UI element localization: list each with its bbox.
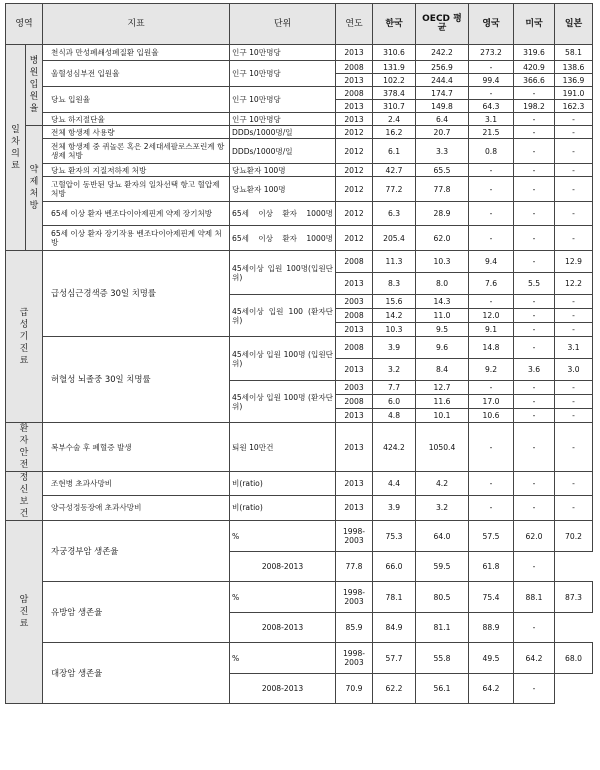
year-cell: 2008-2013 — [230, 674, 336, 704]
korea-value: 42.7 — [373, 164, 416, 177]
oecd-value: 20.7 — [416, 126, 469, 139]
col-year: 연도 — [336, 4, 373, 45]
us-value: 198.2 — [514, 100, 555, 113]
japan-value: - — [555, 139, 593, 164]
korea-value: 70.9 — [336, 674, 373, 704]
us-value: 88.1 — [514, 582, 555, 613]
table-row — [6, 582, 593, 613]
japan-value: - — [555, 309, 593, 323]
japan-value: - — [555, 495, 593, 520]
uk-value: - — [469, 381, 514, 395]
unit-cell: 당뇨환자 100명 — [230, 164, 336, 177]
uk-value: - — [469, 472, 514, 496]
uk-value: - — [469, 177, 514, 202]
unit-cell: % — [230, 521, 336, 552]
year-cell: 2008 — [336, 251, 373, 273]
oecd-value: 256.9 — [416, 61, 469, 74]
us-value: - — [514, 139, 555, 164]
table-row — [6, 495, 593, 520]
oecd-value: 11.0 — [416, 309, 469, 323]
uk-value: 99.4 — [469, 74, 514, 87]
unit-cell: 인구 10만명당 — [230, 113, 336, 126]
oecd-value: 3.3 — [416, 139, 469, 164]
korea-value: 77.2 — [373, 177, 416, 202]
oecd-value: 174.7 — [416, 87, 469, 100]
japan-value: 12.2 — [555, 273, 593, 295]
japan-value: - — [555, 126, 593, 139]
us-value: 366.6 — [514, 74, 555, 87]
year-cell: 2013 — [336, 323, 373, 337]
japan-value: 87.3 — [555, 582, 593, 613]
vertical-label: 정신보건 — [19, 473, 29, 519]
oecd-value: 242.2 — [416, 45, 469, 61]
korea-value: 78.1 — [373, 582, 416, 613]
us-value: 62.0 — [514, 521, 555, 552]
korea-value: 378.4 — [373, 87, 416, 100]
year-cell: 2012 — [336, 226, 373, 251]
uk-value: 21.5 — [469, 126, 514, 139]
section-care_quality — [6, 45, 26, 251]
us-value: - — [514, 472, 555, 496]
unit-cell: 45세이상 입원 100 (환자단위) — [230, 295, 336, 337]
uk-value: 273.2 — [469, 45, 514, 61]
japan-value: - — [514, 613, 555, 643]
uk-value: - — [469, 495, 514, 520]
indicator-cell: 전체 항생제 중 퀴놀론 혹은 2세대세팔로스포린계 항생제 처방 — [43, 139, 230, 164]
section-acute_care — [6, 251, 43, 423]
us-value: 5.5 — [514, 273, 555, 295]
oecd-value: 55.8 — [416, 643, 469, 674]
oecd-value: 9.6 — [416, 337, 469, 359]
korea-value: 10.3 — [373, 323, 416, 337]
unit-cell: 비(ratio) — [230, 495, 336, 520]
uk-value: 10.6 — [469, 409, 514, 423]
oecd-value: 84.9 — [373, 613, 416, 643]
us-value: - — [514, 295, 555, 309]
uk-value: 57.5 — [469, 521, 514, 552]
unit-cell: 인구 10만명당 — [230, 61, 336, 87]
us-value: 3.6 — [514, 359, 555, 381]
oecd-value: 8.0 — [416, 273, 469, 295]
korea-value: 14.2 — [373, 309, 416, 323]
oecd-value: 11.6 — [416, 395, 469, 409]
year-cell: 2008 — [336, 87, 373, 100]
unit-cell: 비(ratio) — [230, 472, 336, 496]
indicator-cell: 전체 항생제 사용량 — [43, 126, 230, 139]
uk-value: 17.0 — [469, 395, 514, 409]
uk-value: 59.5 — [416, 552, 469, 582]
oecd-value: 9.5 — [416, 323, 469, 337]
vertical-label: 급성기진료 — [19, 307, 29, 366]
vertical-label: 암진료 — [19, 595, 29, 629]
korea-value: 4.4 — [373, 472, 416, 496]
japan-value: 3.0 — [555, 359, 593, 381]
korea-value: 15.6 — [373, 295, 416, 309]
health-indicator-table — [5, 3, 593, 704]
us-value: - — [514, 381, 555, 395]
unit-cell: DDDs/1000명/일 — [230, 139, 336, 164]
statistics-table-container — [5, 3, 592, 704]
japan-value: - — [555, 202, 593, 226]
korea-value: 6.3 — [373, 202, 416, 226]
oecd-value: 28.9 — [416, 202, 469, 226]
us-value: - — [514, 395, 555, 409]
table-row — [6, 126, 593, 139]
korea-value: 3.2 — [373, 359, 416, 381]
us-value: - — [514, 226, 555, 251]
korea-value: 3.9 — [373, 495, 416, 520]
uk-value: 49.5 — [469, 643, 514, 674]
year-cell: 2013 — [336, 100, 373, 113]
table-row — [6, 113, 593, 126]
japan-value: - — [555, 472, 593, 496]
korea-value: 57.7 — [373, 643, 416, 674]
col-uk: 영국 — [469, 4, 514, 45]
year-cell: 2008 — [336, 395, 373, 409]
us-value: - — [514, 202, 555, 226]
indicator-cell: 울혈성심부전 입원율 — [43, 61, 230, 87]
section-patient_safety — [6, 423, 43, 472]
oecd-value: 149.8 — [416, 100, 469, 113]
us-value: - — [514, 113, 555, 126]
korea-value: 77.8 — [336, 552, 373, 582]
table-row — [6, 226, 593, 251]
korea-value: 6.0 — [373, 395, 416, 409]
table-row — [6, 643, 593, 674]
japan-value: 3.1 — [555, 337, 593, 359]
table-row — [6, 251, 593, 273]
year-cell: 2008 — [336, 309, 373, 323]
uk-value: 12.0 — [469, 309, 514, 323]
uk-value: - — [469, 164, 514, 177]
korea-value: 2.4 — [373, 113, 416, 126]
indicator-cell: 천식과 만성폐쇄성폐질환 입원율 — [43, 45, 230, 61]
oecd-value: 64.0 — [416, 521, 469, 552]
vertical-label: 일차의료 — [11, 124, 20, 171]
japan-value: 68.0 — [555, 643, 593, 674]
year-cell: 2013 — [336, 45, 373, 61]
unit-cell: 45세이상 입원 100명(입원단위) — [230, 251, 336, 295]
korea-value: 131.9 — [373, 61, 416, 74]
year-cell: 2008-2013 — [230, 613, 336, 643]
korea-value: 424.2 — [373, 423, 416, 472]
japan-value: 136.9 — [555, 74, 593, 87]
us-value: - — [514, 126, 555, 139]
table-row — [6, 45, 593, 61]
table-row — [6, 202, 593, 226]
japan-value: - — [555, 177, 593, 202]
indicator-cell: 자궁경부암 생존율 — [43, 521, 230, 582]
unit-cell: 45세이상 입원 100명 (환자단위) — [230, 381, 336, 423]
us-value: - — [514, 337, 555, 359]
section-cancer_care — [6, 521, 43, 704]
oecd-value: 6.4 — [416, 113, 469, 126]
subsection-hospital_admission — [26, 45, 43, 126]
japan-value: - — [514, 552, 555, 582]
col-japan: 일본 — [555, 4, 593, 45]
oecd-value: 10.1 — [416, 409, 469, 423]
year-cell: 1998-2003 — [336, 582, 373, 613]
year-cell: 2003 — [336, 381, 373, 395]
korea-value: 3.9 — [373, 337, 416, 359]
year-cell: 2003 — [336, 295, 373, 309]
indicator-cell: 급성심근경색증 30일 치명률 — [43, 251, 230, 337]
year-cell: 2013 — [336, 359, 373, 381]
unit-cell: % — [230, 582, 336, 613]
us-value: - — [514, 251, 555, 273]
year-cell: 2012 — [336, 164, 373, 177]
oecd-value: 66.0 — [373, 552, 416, 582]
unit-cell: 65세 이상 환자 1000명 — [230, 226, 336, 251]
col-unit: 단위 — [230, 4, 336, 45]
oecd-value: 4.2 — [416, 472, 469, 496]
oecd-value: 65.5 — [416, 164, 469, 177]
table-row — [6, 164, 593, 177]
header-row — [6, 4, 593, 45]
korea-value: 75.3 — [373, 521, 416, 552]
korea-value: 102.2 — [373, 74, 416, 87]
indicator-cell: 조현병 초과사망비 — [43, 472, 230, 496]
unit-cell: 인구 10만명당 — [230, 87, 336, 113]
japan-value: - — [555, 295, 593, 309]
col-korea: 한국 — [373, 4, 416, 45]
us-value: 61.8 — [469, 552, 514, 582]
col-domain: 영역 — [6, 4, 43, 45]
us-value: - — [514, 323, 555, 337]
oecd-value: 62.2 — [373, 674, 416, 704]
uk-value: 81.1 — [416, 613, 469, 643]
japan-value: 191.0 — [555, 87, 593, 100]
year-cell: 2013 — [336, 495, 373, 520]
year-cell: 2013 — [336, 472, 373, 496]
indicator-cell: 65세 이상 환자 장기작용 벤조다이아제핀계 약제 처방 — [43, 226, 230, 251]
us-value: - — [514, 164, 555, 177]
year-cell: 2013 — [336, 113, 373, 126]
oecd-value: 244.4 — [416, 74, 469, 87]
year-cell: 2013 — [336, 273, 373, 295]
section-mental_health — [6, 472, 43, 521]
uk-value: - — [469, 226, 514, 251]
japan-value: 58.1 — [555, 45, 593, 61]
us-value: 88.9 — [469, 613, 514, 643]
year-cell: 2012 — [336, 126, 373, 139]
oecd-value: 62.0 — [416, 226, 469, 251]
uk-value: - — [469, 423, 514, 472]
col-us: 미국 — [514, 4, 555, 45]
oecd-value: 14.3 — [416, 295, 469, 309]
uk-value: 0.8 — [469, 139, 514, 164]
year-cell: 2013 — [336, 74, 373, 87]
uk-value: 7.6 — [469, 273, 514, 295]
oecd-value: 80.5 — [416, 582, 469, 613]
year-cell: 2012 — [336, 177, 373, 202]
indicator-cell: 허혈성 뇌졸중 30일 치명률 — [43, 337, 230, 423]
indicator-cell: 고혈압이 동반된 당뇨 환자의 일차선택 항고 혈압제 처방 — [43, 177, 230, 202]
table-body — [6, 45, 593, 704]
japan-value: - — [555, 323, 593, 337]
japan-value: 12.9 — [555, 251, 593, 273]
korea-value: 310.6 — [373, 45, 416, 61]
japan-value: - — [514, 674, 555, 704]
uk-value: 75.4 — [469, 582, 514, 613]
japan-value: - — [555, 409, 593, 423]
vertical-label: 환자안전 — [19, 424, 29, 470]
oecd-value: 10.3 — [416, 251, 469, 273]
us-value: - — [514, 409, 555, 423]
uk-value: 14.8 — [469, 337, 514, 359]
japan-value: - — [555, 381, 593, 395]
indicator-cell: 당뇨 입원율 — [43, 87, 230, 113]
us-value: 64.2 — [469, 674, 514, 704]
unit-cell: 당뇨환자 100명 — [230, 177, 336, 202]
japan-value: - — [555, 423, 593, 472]
year-cell: 1998-2003 — [336, 643, 373, 674]
indicator-cell: 복부수술 후 폐혈증 발생 — [43, 423, 230, 472]
year-cell: 2008 — [336, 337, 373, 359]
year-cell: 2008 — [336, 61, 373, 74]
us-value: - — [514, 177, 555, 202]
uk-value: 64.3 — [469, 100, 514, 113]
indicator-cell: 65세 이상 환자 벤조다이아제핀계 약제 장기처방 — [43, 202, 230, 226]
unit-cell: 45세이상 입원 100명 (입원단위) — [230, 337, 336, 381]
japan-value: - — [555, 164, 593, 177]
year-cell: 2012 — [336, 139, 373, 164]
us-value: 319.6 — [514, 45, 555, 61]
indicator-cell: 대장암 생존율 — [43, 643, 230, 704]
table-row — [6, 139, 593, 164]
us-value: 64.2 — [514, 643, 555, 674]
us-value: - — [514, 309, 555, 323]
unit-cell: 퇴원 10만건 — [230, 423, 336, 472]
japan-value: 138.6 — [555, 61, 593, 74]
table-row — [6, 87, 593, 100]
indicator-cell: 유방암 생존율 — [43, 582, 230, 643]
table-row — [6, 521, 593, 552]
korea-value: 6.1 — [373, 139, 416, 164]
uk-value: 9.2 — [469, 359, 514, 381]
uk-value: - — [469, 61, 514, 74]
table-row — [6, 61, 593, 74]
uk-value: 9.4 — [469, 251, 514, 273]
table-row — [6, 472, 593, 496]
indicator-cell: 당뇨 하지절단율 — [43, 113, 230, 126]
us-value: - — [514, 423, 555, 472]
indicator-cell: 당뇨 환자의 지질저하제 처방 — [43, 164, 230, 177]
japan-value: 70.2 — [555, 521, 593, 552]
korea-value: 310.7 — [373, 100, 416, 113]
subsection-prescribing — [26, 126, 43, 251]
japan-value: - — [555, 395, 593, 409]
uk-value: 56.1 — [416, 674, 469, 704]
year-cell: 2013 — [336, 409, 373, 423]
us-value: 420.9 — [514, 61, 555, 74]
us-value: - — [514, 87, 555, 100]
uk-value: - — [469, 87, 514, 100]
year-cell: 2012 — [336, 202, 373, 226]
unit-cell: 인구 10만명당 — [230, 45, 336, 61]
korea-value: 11.3 — [373, 251, 416, 273]
us-value: - — [514, 495, 555, 520]
year-cell: 1998-2003 — [336, 521, 373, 552]
korea-value: 7.7 — [373, 381, 416, 395]
uk-value: - — [469, 295, 514, 309]
year-cell: 2008-2013 — [230, 552, 336, 582]
col-indicator: 지표 — [43, 4, 230, 45]
korea-value: 205.4 — [373, 226, 416, 251]
table-row — [6, 337, 593, 359]
oecd-value: 12.7 — [416, 381, 469, 395]
uk-value: - — [469, 202, 514, 226]
japan-value: - — [555, 113, 593, 126]
oecd-value: 77.8 — [416, 177, 469, 202]
year-cell: 2013 — [336, 423, 373, 472]
korea-value: 4.8 — [373, 409, 416, 423]
col-oecd: OECD 평균 — [416, 4, 469, 45]
unit-cell: DDDs/1000명/일 — [230, 126, 336, 139]
korea-value: 16.2 — [373, 126, 416, 139]
uk-value: 3.1 — [469, 113, 514, 126]
uk-value: 9.1 — [469, 323, 514, 337]
korea-value: 8.3 — [373, 273, 416, 295]
vertical-label: 약제처방 — [29, 165, 39, 211]
unit-cell: % — [230, 643, 336, 674]
table-row — [6, 423, 593, 472]
korea-value: 85.9 — [336, 613, 373, 643]
japan-value: - — [555, 226, 593, 251]
unit-cell: 65세 이상 환자 1000명 — [230, 202, 336, 226]
japan-value: 162.3 — [555, 100, 593, 113]
indicator-cell: 양극성정동장애 초과사망비 — [43, 495, 230, 520]
table-row — [6, 177, 593, 202]
oecd-value: 8.4 — [416, 359, 469, 381]
vertical-label: 병원입원율 — [29, 56, 39, 114]
oecd-value: 3.2 — [416, 495, 469, 520]
oecd-value: 1050.4 — [416, 423, 469, 472]
